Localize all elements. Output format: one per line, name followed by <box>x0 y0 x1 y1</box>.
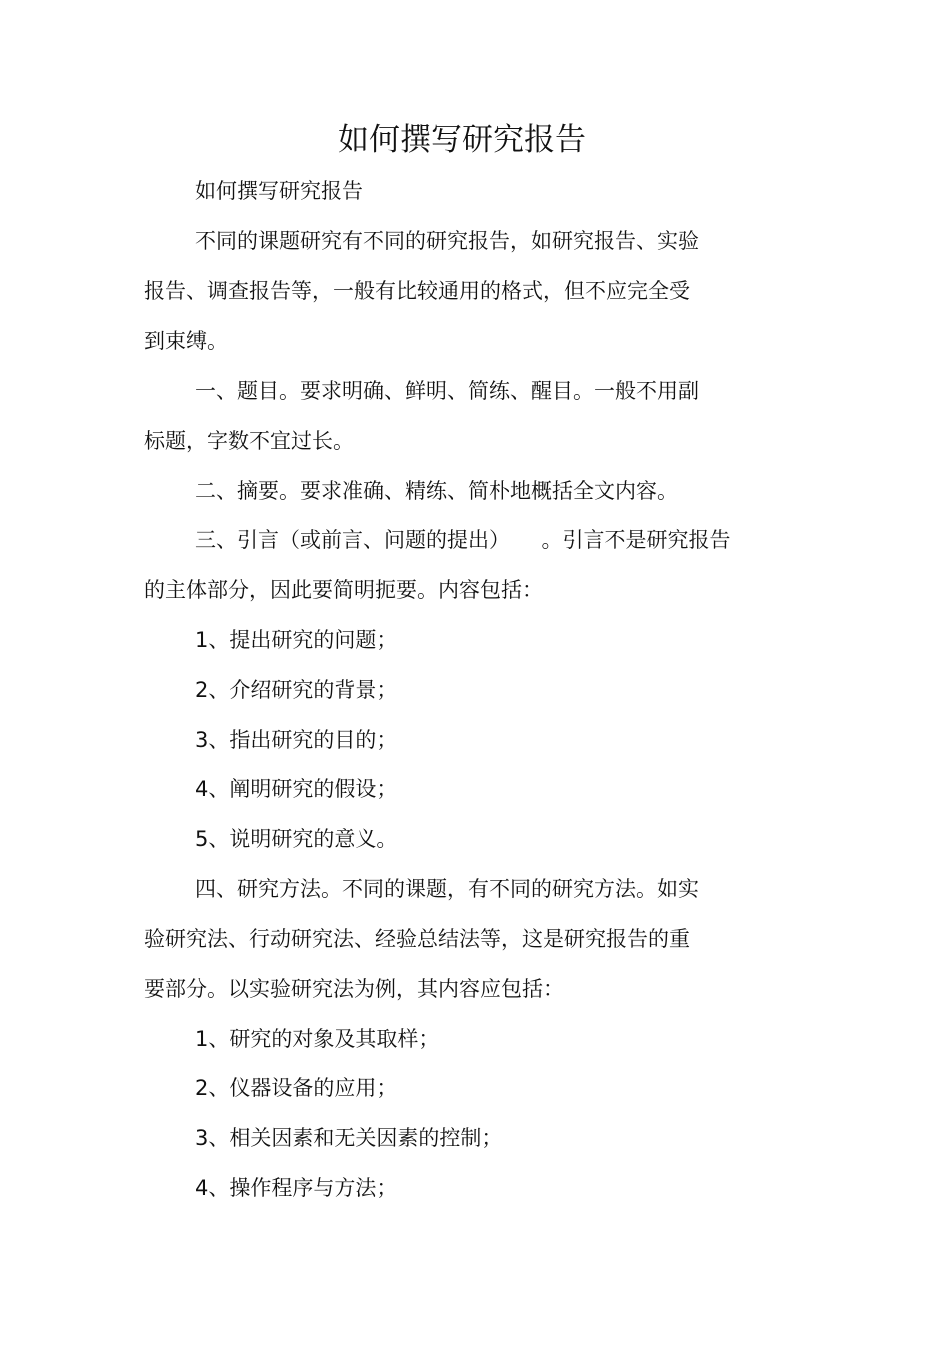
list-item: 2、仪器设备的应用； <box>195 1076 398 1100</box>
list-item: 4、阐明研究的假设； <box>195 777 398 801</box>
list-item: 1、提出研究的问题； <box>195 628 398 652</box>
section-heading-methods: 四、研究方法。不同的课题，有不同的研究方法。如实 <box>195 877 699 901</box>
document-title: 如何撰写研究报告 <box>338 122 586 158</box>
paragraph-line: 标题，字数不宜过长。 <box>144 429 354 453</box>
section-heading-title: 一、题目。要求明确、鲜明、简练、醒目。一般不用副 <box>195 379 699 403</box>
section-heading-abstract: 二、摘要。要求准确、精练、简朴地概括全文内容。 <box>195 479 678 503</box>
list-item: 5、说明研究的意义。 <box>195 827 398 851</box>
list-item: 1、研究的对象及其取样； <box>195 1027 440 1051</box>
list-item: 4、操作程序与方法； <box>195 1176 398 1200</box>
paragraph-line: 验研究法、行动研究法、经验总结法等，这是研究报告的重 <box>144 927 690 951</box>
list-item: 2、介绍研究的背景； <box>195 678 398 702</box>
paragraph-line: 不同的课题研究有不同的研究报告，如研究报告、实验 <box>195 229 699 253</box>
list-item: 3、相关因素和无关因素的控制； <box>195 1126 503 1150</box>
paragraph-line: 的主体部分，因此要简明扼要。内容包括： <box>144 578 543 602</box>
list-item: 3、指出研究的目的； <box>195 728 398 752</box>
section-heading-introduction: 三、引言（或前言、问题的提出） 。引言不是研究报告 <box>195 528 731 552</box>
paragraph-line: 要部分。以实验研究法为例，其内容应包括： <box>144 977 564 1001</box>
paragraph-line: 报告、调查报告等，一般有比较通用的格式，但不应完全受 <box>144 279 690 303</box>
paragraph-line: 到束缚。 <box>144 329 228 353</box>
subtitle-line: 如何撰写研究报告 <box>195 179 363 203</box>
